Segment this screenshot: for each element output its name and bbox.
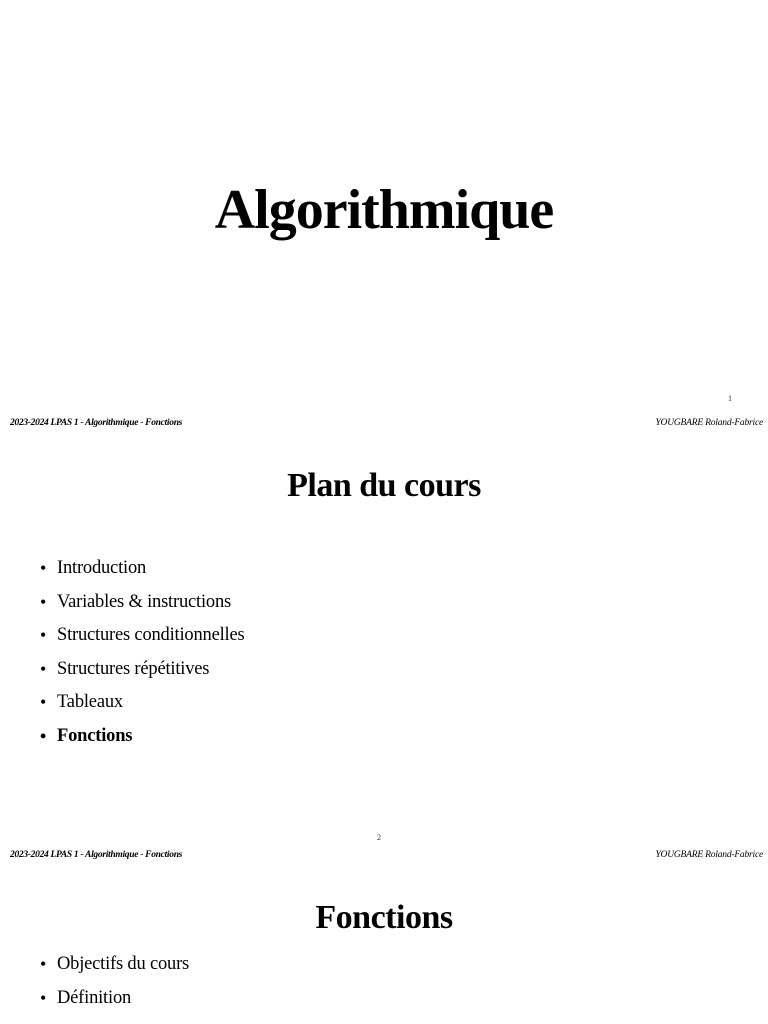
slide-title: Algorithmique (214, 179, 554, 241)
list-item (40, 557, 244, 591)
slide-1 (0, 0, 768, 432)
slide-footer (0, 416, 768, 430)
page-number: 1 (728, 394, 732, 403)
section-outline-list (40, 953, 189, 1020)
slide-footer (0, 848, 768, 862)
list-item (40, 624, 244, 658)
bullet-icon: • (40, 658, 47, 679)
course-outline-list (40, 557, 244, 758)
list-item-label: Objectifs du cours (57, 954, 190, 974)
list-item-label: Fonctions (57, 725, 133, 746)
list-item-label: Introduction (57, 558, 147, 578)
bullet-icon: • (40, 558, 47, 578)
list-item-label: Structures conditionnelles (57, 625, 245, 645)
slide-title: Fonctions (315, 899, 453, 936)
footer-course: 2023-2024 LPAS 1 - Algorithmique - Fonctions (10, 418, 183, 428)
list-item (40, 658, 244, 692)
list-item (40, 591, 244, 625)
list-item-label: Variables & instructions (57, 591, 232, 612)
slide-title: Plan du cours (287, 467, 481, 504)
bullet-icon: • (40, 591, 47, 612)
bullet-icon: • (40, 954, 47, 974)
list-item-label: Tableaux (57, 692, 123, 712)
list-item-current (40, 725, 244, 759)
bullet-icon: • (40, 625, 47, 645)
list-item-label: Structures répétitives (57, 658, 210, 679)
bullet-icon: • (40, 692, 47, 712)
bullet-icon: • (40, 987, 47, 1008)
bullet-icon: • (40, 725, 47, 746)
list-item (40, 987, 189, 1021)
page-number: 2 (377, 833, 381, 842)
footer-author: YOUGBARE Roland-Fabrice (655, 418, 763, 428)
slide-2 (0, 432, 768, 864)
footer-author: YOUGBARE Roland-Fabrice (655, 850, 763, 860)
footer-course: 2023-2024 LPAS 1 - Algorithmique - Fonctions (10, 850, 183, 860)
list-item (40, 953, 189, 987)
list-item-label: Définition (57, 987, 132, 1008)
list-item (40, 691, 244, 725)
slide-3 (0, 864, 768, 1024)
